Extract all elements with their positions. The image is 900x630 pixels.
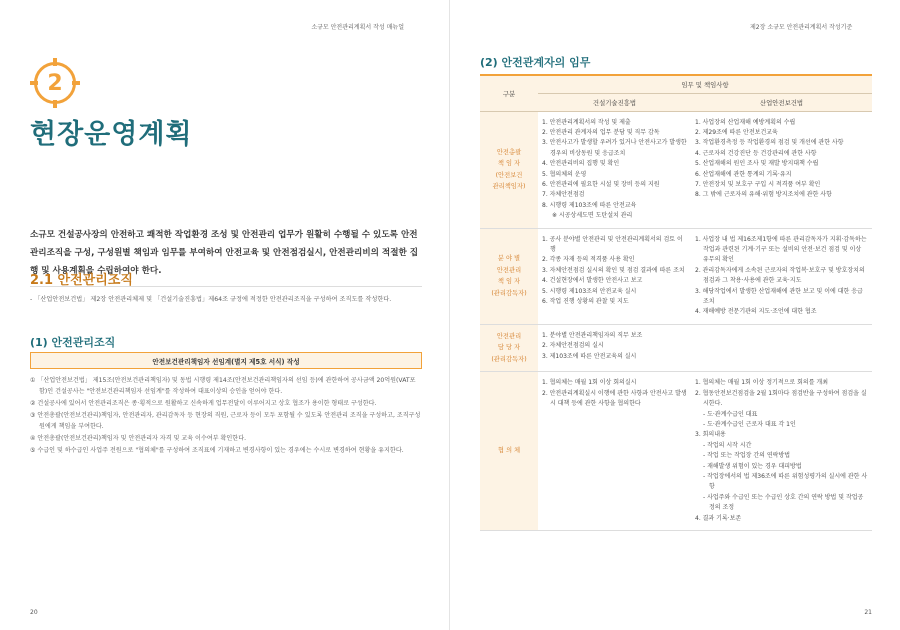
table-row <box>480 372 872 531</box>
table-row <box>480 324 872 372</box>
chapter-number: 2 <box>47 70 63 96</box>
table-title: (2) 안전관계자의 임무 <box>480 56 591 69</box>
subsection-title: (1) 안전관리조직 <box>30 336 116 349</box>
duty-item: 6. 작업 진행 상황의 관찰 및 지도 <box>542 298 629 305</box>
duty-table-body <box>480 111 872 531</box>
header-division: 구분 <box>480 75 538 111</box>
note-item: ④ 안전총괄(안전보건관리)책임자 및 안전관리자 자격 및 교육 이수여부 확인한다. <box>30 435 247 442</box>
section-description: - 「산업안전보건법」 제2장 안전관리체제 및 「건설기술진흥법」제64조 규정에 적정한 안전관리조직을 구성하여 조직도를 작성한다. <box>30 296 392 303</box>
duty-cell-law-b <box>691 228 872 324</box>
duty-cell-law-b <box>691 324 872 372</box>
duty-item: 1. 안전관리계획서의 작성 및 제출 <box>542 118 631 126</box>
duty-item: 8. 그 밖에 근로자의 유해·위험 방지조치에 관한 사항 <box>695 191 832 199</box>
role-cell: 협 의 체 <box>480 372 538 531</box>
duty-cell-law-b <box>691 111 872 228</box>
duty-item: - 작업의 시작 시간 <box>703 441 752 449</box>
notes-list <box>30 375 422 457</box>
duty-list <box>542 118 687 222</box>
duty-cell-law-b <box>691 372 872 531</box>
note-item: ① 「산업안전보건법」 제15조(안전보건관리책임자) 및 동법 시행령 제14조(안전보건관리책임자의 선임 등)에 관한하여 공사금액 20억원(VAT포함)인 건설공사는 "안전보건관리책임자 선임계"를 작성하여 대표이상의 승인을 얻어야 한다. <box>30 377 416 395</box>
duty-item: 2. 각종 자재 등의 적격품 사용 확인 <box>542 256 635 264</box>
duty-item: 2. 제29조에 따른 안전보건교육 <box>695 128 778 136</box>
duty-item: 1. 분야별 안전관리책임자의 직무 보조 <box>542 331 643 339</box>
section-title: 2.1 안전관리조직 <box>30 273 133 288</box>
duty-table <box>480 74 872 531</box>
header-duty: 임무 및 책임사항 <box>538 75 872 93</box>
duty-cell-law-a <box>538 372 691 531</box>
table-row <box>480 228 872 324</box>
duty-item: - 도·관계수급인 대표 <box>703 410 758 418</box>
duty-list <box>695 118 868 201</box>
duty-item: - 도·관계수급인 근로자 대표 각 1인 <box>703 420 796 428</box>
duty-item: 4. 재해예방 전문기관의 지도·조언에 대한 협조 <box>695 308 817 316</box>
duty-item: - 사업주와 수급인 또는 수급인 상호 간의 연락 방법 및 작업공정의 조정 <box>703 493 864 512</box>
intro-paragraph: 소규모 건설공사장의 안전하고 쾌적한 작업환경 조성 및 안전관리 업무가 원활히 수행될 수 있도록 안전관리조직을 구성, 구성원별 책임과 임무를 부여하여 안전교육 및 안전점검실시, 안전관리비의 적절한 집행 및 사용계획을 수립하여야 한다. <box>30 230 419 276</box>
duty-item: 1. 공사 분야별 안전관리 및 안전관리계획서의 검토 이행 <box>542 235 683 253</box>
duty-list <box>695 235 868 318</box>
duty-item: 6. 안전관리에 필요한 시설 및 장비 등의 지원 <box>542 180 660 188</box>
duty-item: 7. 안전장치 및 보호구 구입 시 적격품 여부 확인 <box>695 180 821 188</box>
duty-cell-law-a <box>538 228 691 324</box>
duty-item: - 작업 또는 작업장 간의 연락방법 <box>703 452 791 460</box>
duty-list <box>695 378 868 524</box>
duty-item: 3. 자체안전점검 실시의 확인 및 점검 결과에 따른 조치 <box>542 266 685 274</box>
page-number: 21 <box>864 609 872 616</box>
duty-item: ※ 시공상세도면 도탄설치 관리 <box>552 212 633 220</box>
duty-item: 5. 협의체의 운영 <box>542 170 587 178</box>
duty-list <box>542 331 687 362</box>
duty-item: 4. 안전관리비의 집행 및 확인 <box>542 160 620 168</box>
duty-item: 1. 사업장 내 법 제16조제1항에 따른 관리감독자가 지휘·감독하는 작업과 관련된 기계·기구 또는 설비의 안전·보건 점검 및 이상 유무의 확인 <box>695 235 867 264</box>
section-divider <box>30 286 422 287</box>
chapter-title: 현장운영계획 <box>30 119 193 150</box>
role-cell: 안전관리 담 당 자 (관리감독자) <box>480 324 538 372</box>
duty-list <box>542 235 687 308</box>
duty-cell-law-a <box>538 111 691 228</box>
duty-item: 8. 시행령 제103조에 따른 안전교육 <box>542 201 637 209</box>
right-page <box>450 0 900 630</box>
duty-item: 2. 안전관리계획실시 이행에 관한 사항과 안전사고 발생 시 대책 등에 관한 사항을 협의한다 <box>542 389 687 408</box>
duty-item: 1. 협의체는 매월 1회 이상 회의실시 <box>542 379 637 387</box>
duty-item: 3. 안전사고가 발생할 우려가 있거나 안전사고가 발생한 경우의 비상동원 및 응급조치 <box>542 139 687 157</box>
duty-item: - 재해발생 위험이 있는 경우 대피방법 <box>703 462 802 470</box>
duty-item: 5. 시행령 제103조의 안전교육 실시 <box>542 287 637 295</box>
note-item: ② 건설공사에 있어서 안전관리조직은 종·횡적으로 원활하고 신속하게 업무전달이 이루어지고 상호 협조가 용이한 형태로 구성한다. <box>30 400 377 407</box>
header-law-b: 산업안전보건법 <box>691 93 872 111</box>
header-law-a: 건설기술진흥법 <box>538 93 691 111</box>
role-cell: 분 야 별 안전관리 책 임 자 (관리감독자) <box>480 228 538 324</box>
duty-item: 5. 산업재해의 원인 조사 및 재발 방지대책 수립 <box>695 160 819 168</box>
duty-item: 4. 건설현장에서 발생한 안전사고 보고 <box>542 277 643 285</box>
duty-cell-law-a <box>538 324 691 372</box>
note-item: ③ 안전총괄(안전보건관리)책임자, 안전관리자, 관리감독자 등 현장의 직원, 근로자 등이 모두 포함될 수 있도록 안전관리 조직을 구성하고, 조직구성원에게 책임을 부여한다. <box>30 412 421 430</box>
page-number: 20 <box>30 609 38 616</box>
duty-item: 4. 결과 기록·보존 <box>695 514 742 522</box>
duty-item: 6. 산업재해에 관한 통계의 기록·유지 <box>695 170 792 178</box>
role-cell: 안전총괄 책 임 자 (안전보건 관리책임자) <box>480 111 538 228</box>
running-header: 제2장 소규모 안전관리계획서 작성기준 <box>750 24 853 31</box>
note-item: ⑤ 수급인 및 하수급인 사업주 전원으로 "협의체"를 구성하여 조직표에 기재하고 변경사항이 있는 경우에는 수시로 변경하여 현황을 유지한다. <box>30 447 404 454</box>
duty-item: 2. 협동안전보건점검을 2월 1회마다 점검반을 구성하여 점검을 실시한다. <box>695 389 867 408</box>
chapter-emblem <box>30 58 80 108</box>
duty-item: 2. 자체안전점검의 실시 <box>542 342 604 350</box>
duty-item: 7. 자체안전점검 <box>542 191 585 199</box>
duty-item: 3. 작업환경측정 등 작업환경의 점검 및 개선에 관한 사항 <box>695 139 844 147</box>
duty-item: 3. 제103조에 따른 안전교육의 실시 <box>542 352 637 360</box>
duty-item: 3. 해당작업에서 발생한 산업재해에 관한 보고 및 이에 대한 응급조치 <box>695 287 863 305</box>
duty-item: 2. 안전관리 관계자의 업무 분담 및 직무 감독 <box>542 128 660 136</box>
duty-item: - 작업장에서의 법 제36조에 따른 위험성평가의 실시에 관한 사항 <box>703 472 868 491</box>
duty-item: 1. 협의체는 매월 1회 이상 정기적으로 회의를 개최 <box>695 379 829 387</box>
duty-item: 4. 근로자의 건강진단 등 건강관리에 관한 사항 <box>695 149 817 157</box>
table-row <box>480 111 872 228</box>
duty-list <box>542 378 687 409</box>
duty-item: 1. 사업장의 산업재해 예방계획의 수립 <box>695 118 796 126</box>
running-header: 소규모 안전관리계획서 작성 매뉴얼 <box>311 24 404 31</box>
notice-box: 안전보건관리책임자 선임계(별지 제5호 서식) 작성 <box>30 352 422 369</box>
duty-item: 3. 회의내용 <box>695 431 726 439</box>
duty-item: 2. 관리감독자에게 소속된 근로자의 작업복·보호구 및 방호장치의 점검과 그 착용·사용에 관한 교육·지도 <box>695 266 865 285</box>
